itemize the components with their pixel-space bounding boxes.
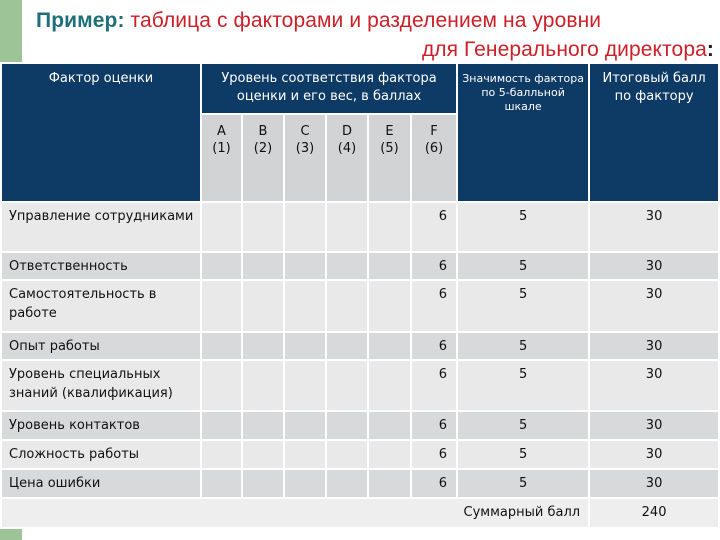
slide-title (36, 6, 716, 64)
level-value: 6 (411, 360, 457, 411)
table-row (1, 411, 719, 440)
level-a: A (1) (201, 114, 242, 202)
total-value: 30 (589, 360, 719, 411)
significance-value: 5 (457, 280, 589, 332)
level-value: 6 (411, 440, 457, 469)
significance-value: 5 (457, 252, 589, 280)
level-value: 6 (411, 469, 457, 498)
factor-name: Уровень специальных знаний (квалификация) (1, 360, 201, 411)
factor-name: Сложность работы (1, 440, 201, 469)
sum-row (1, 498, 719, 528)
table-row (1, 469, 719, 498)
factor-name: Уровень контактов (1, 411, 201, 440)
level-value: 6 (411, 252, 457, 280)
table-row (1, 440, 719, 469)
level-f: F (6) (411, 114, 457, 202)
title-colon: : (706, 38, 714, 61)
title-line-1-text: таблица с факторами и разделением на уровни (124, 9, 602, 32)
factor-name: Самостоятельность в работе (1, 280, 201, 332)
significance-value: 5 (457, 202, 589, 252)
header-factor: Фактор оценки (1, 63, 201, 202)
total-value: 30 (589, 469, 719, 498)
factor-name: Цена ошибки (1, 469, 201, 498)
header-row (1, 63, 719, 114)
header-total: Итоговый балл по фактору (589, 63, 719, 202)
title-lead: Пример: (36, 9, 125, 32)
level-value: 6 (411, 280, 457, 332)
total-value: 30 (589, 252, 719, 280)
level-value: 6 (411, 411, 457, 440)
level-b: B (2) (242, 114, 284, 202)
factor-table (0, 62, 720, 529)
total-value: 30 (589, 280, 719, 332)
significance-value: 5 (457, 469, 589, 498)
significance-value: 5 (457, 411, 589, 440)
header-level: Уровень соответствия фактора оценки и его вес, в баллах (201, 63, 457, 114)
header-significance: Значимость фактора по 5-балльной шкале (457, 63, 589, 202)
table-row (1, 252, 719, 280)
title-line-1 (36, 6, 601, 35)
factor-name: Управление сотрудниками (1, 202, 201, 252)
level-e: E (5) (368, 114, 411, 202)
level-value: 6 (411, 332, 457, 360)
total-value: 30 (589, 440, 719, 469)
significance-value: 5 (457, 332, 589, 360)
sum-value: 240 (589, 498, 719, 528)
table-row (1, 360, 719, 411)
total-value: 30 (589, 332, 719, 360)
level-d: D (4) (326, 114, 368, 202)
significance-value: 5 (457, 360, 589, 411)
total-value: 30 (589, 202, 719, 252)
factor-name: Опыт работы (1, 332, 201, 360)
significance-value: 5 (457, 440, 589, 469)
title-line-2-text: для Генерального директора (421, 38, 707, 61)
table-row (1, 280, 719, 332)
table-row (1, 332, 719, 360)
level-c: C (3) (284, 114, 326, 202)
title-line-2 (422, 35, 714, 64)
level-value: 6 (411, 202, 457, 252)
factor-name: Ответственность (1, 252, 201, 280)
sum-label: Суммарный балл (1, 498, 589, 528)
table-row (1, 202, 719, 252)
total-value: 30 (589, 411, 719, 440)
